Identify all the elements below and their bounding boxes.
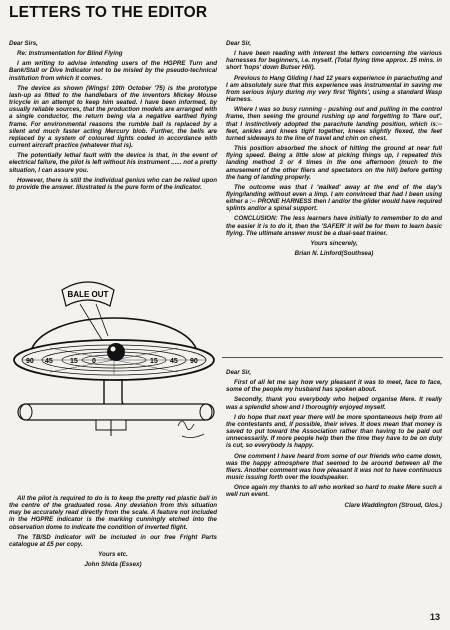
scale-label: 90	[190, 358, 198, 365]
letter-1-paragraph-1: I am writing to advise intending users of the HGPRE Turn and Bank/Stall or Dive Indicator not to be misled by the pseudo-technical institution from which it comes.	[9, 60, 217, 82]
letter-2-paragraph-2: Previous to Hang Gliding I had 12 years experience in parachuting and I am absolutely sure that this experience was instrumental in saving me from serious injury during my very first 'flights', using a standard Wasp Harness.	[226, 74, 442, 104]
scale-label: 15	[150, 358, 158, 365]
letter-1-paragraph-3: The potentially lethal fault with the device is that, in the event of electrical failure, the pilot is left without his instrument ...... not a pretty situation, I can assure you.	[9, 152, 217, 174]
letter-3	[226, 369, 442, 512]
handlebar-tube	[18, 404, 214, 420]
letter-2-paragraph-5: The outcome was that I 'walked' away at the end of the day's flying/landing without even a limp. I am convinced that had I been using either a :-- PRONE HARNESS then I and/or the glider would have required splints and/or a spinal support.	[226, 183, 442, 213]
letter-1-paragraph-2: The device as shown (Wings! 10th October '75) is the prototype lash-up as fitted to the handlebars of the inventors Mickey Mouse tricycle in an attempt to keep him seated. I have been informed, by usually reliable sources, that the production models are arranged with a single conductor, the return being via a negative earthed flying frame. For environmental reasons the rumble ball is replaced by a silent and much faster acting Mercury blob. Further, the bells are replaced by a system of coloured lights coded in accordance with current aircraft practice (whatever that is).	[9, 84, 217, 150]
letter-1-subject: Re: Instrumentation for Blind Flying	[17, 50, 123, 58]
scale-label: 45	[45, 358, 53, 365]
letter-2-conclusion: CONCLUSION: The less learners have initially to remember to do and the easier it is to do it, then the 'SAFER' it will be for them to learn basic flying. The ultimate answer must be a dual-seat trainer.	[226, 215, 442, 237]
letter-divider	[222, 357, 443, 358]
letter-3-paragraph-2: Secondly, thank you everybody who helped organise Mere. It really was a splendid show and I thoroughly enjoyed myself.	[226, 396, 442, 411]
letter-2-paragraph-3: Where I was so busy running - pushing out and pulling in the control frame, then seeing the ground rushing up and forgetting to 'flare out', that I instinctively adopted the parachute landing position, which is:-- feet, ankles and knees tight together, knees slightly flexed, the feet turned sideways to the line of travel and chin on chest.	[226, 106, 442, 142]
letter-3-paragraph-5: Once again my thanks to all who worked so hard to make Mere such a well run event.	[226, 484, 442, 499]
scale-label: 45	[170, 358, 178, 365]
letter-1-top	[9, 40, 217, 194]
letter-2-closing: Yours sincerely,	[310, 239, 358, 247]
page-heading: LETTERS TO THE EDITOR	[9, 4, 208, 21]
letter-2-paragraph-4: This position absorbed the shock of hitting the ground at near full flying speed. Being a little slow at picking things up, I repeated this landing method 3 or 4 times in the one afternoon (much to the amusement of the other fliers and spectators on the hill) before getting the hang of landing properly.	[226, 145, 442, 181]
scale-label: 15	[70, 358, 78, 365]
letter-2-salutation: Dear Sir,	[226, 40, 252, 47]
letter-1-closing: Yours etc.	[98, 551, 128, 559]
letter-3-salutation: Dear Sir,	[226, 369, 252, 376]
letter-3-paragraph-4: One comment I have heard from some of our friends who came down, was the happy atmosphere that seemed to be around between all the fliers. Another comment was how pleasant it was not to have continuous music issuing forth over the loudspeaker.	[226, 452, 442, 482]
letter-3-paragraph-3: I do hope that next year there will be more spontaneous help from all the contestants and, if possible, their wives. It does mean that money is saved to put toward the Association rather than having to be paid out unnecessarily. If more people help then the time they have to be on duty is cut, so everybody is happy.	[226, 413, 442, 450]
letter-1-paragraph-5: All the pilot is required to do is to keep the pretty red plastic ball in the centre of the graduated rose. Any deviation from this situation may be accurately read directly from the scale. A feature not included in the HGPRE indicator is the marking cunningly etched into the observation dome to indicate the condition of inverted flight.	[9, 495, 217, 531]
letter-2-signature: Brian N. Linford(Southsea)	[294, 250, 374, 258]
artist-signature	[178, 421, 204, 438]
letter-2	[226, 40, 442, 260]
letter-1-paragraph-6: The TB/SD indicator will be included in our free Fright Parts catalogue at £5 per copy.	[9, 533, 217, 548]
indicator-illustration	[10, 276, 218, 490]
letter-1-salutation: Dear Sirs,	[9, 40, 38, 47]
letter-3-paragraph-1: First of all let me say how very pleasant it was to meet, face to face, some of the people my husband has spoken about.	[226, 379, 442, 394]
red-plastic-ball	[107, 343, 125, 361]
letter-3-signature: Clare Waddington (Stroud, Glos.)	[344, 501, 442, 509]
bale-out-label: BALE OUT	[67, 290, 109, 299]
letter-1-signature: John Shida (Essex)	[84, 561, 142, 569]
page-number: 13	[430, 612, 441, 622]
scale-label: 0	[92, 358, 96, 365]
letter-2-paragraph-1: I have been reading with interest the letters concerning the various harnesses for beginners, i.e. myself. (Total flying time approx. 15 mins. in short 'hops' down Butser Hill).	[226, 50, 442, 72]
scale-label: 90	[26, 358, 34, 365]
letter-1-bottom	[9, 495, 217, 571]
letter-1-paragraph-4: However, there is still the individual genius who can be relied upon to provide the answer. Illustrated is the pure form of the indicator.	[9, 176, 217, 191]
